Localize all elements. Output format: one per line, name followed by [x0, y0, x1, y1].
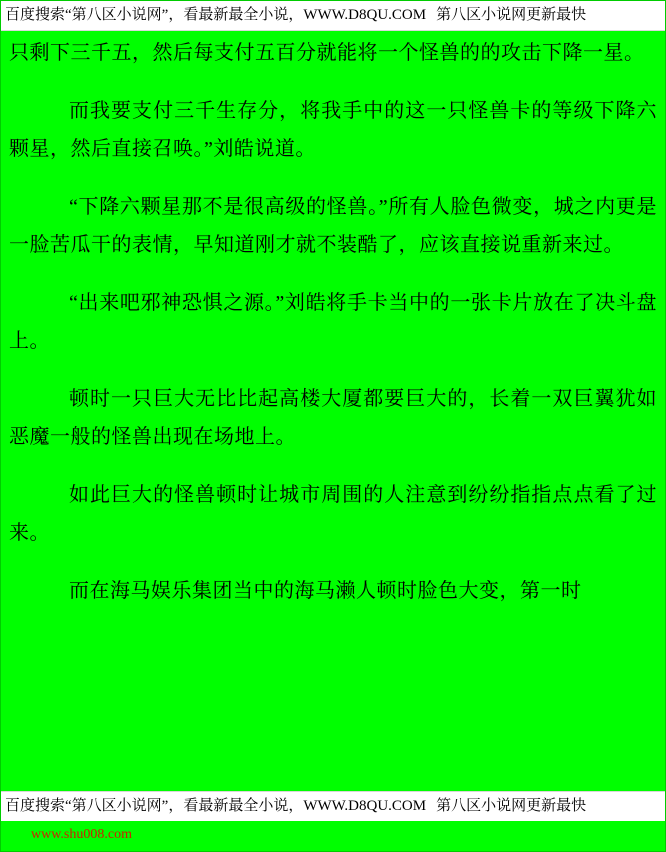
paragraph: “出来吧邪神恐惧之源。”刘皓将手卡当中的一张卡片放在了决斗盘上。	[9, 292, 657, 352]
paragraph: 而我要支付三千生存分，将我手中的这一只怪兽卡的等级下降六颗星，然后直接召唤。”刘皓说道。	[9, 100, 657, 160]
top-promo-tail: 第八区小说网更新最快	[436, 7, 587, 23]
bottom-promo-text: 百度搜索“第八区小说网”，看最新最全小说，WWW.D8QU.COM	[5, 798, 427, 814]
paragraph: 而在海马娱乐集团当中的海马濑人顿时脸色大变，第一时	[69, 580, 582, 602]
site-url-label: www.shu008.com	[31, 827, 132, 842]
paragraph: 只剩下三千五，然后每支付五百分就能将一个怪兽的的攻击下降一星。	[9, 42, 645, 64]
bottom-promo-tail: 第八区小说网更新最快	[436, 798, 587, 814]
paragraph: “下降六颗星那不是很高级的怪兽。”所有人脸色微变，城之内更是一脸苦瓜干的表情，早知道刚才就不装酷了，应该直接说重新来过。	[9, 196, 657, 256]
chapter-text	[1, 34, 665, 779]
top-promo-banner	[1, 1, 665, 31]
paragraph: 如此巨大的怪兽顿时让城市周围的人注意到纷纷指指点点看了过来。	[9, 484, 657, 544]
page-footer	[1, 791, 665, 851]
top-promo-text: 百度搜索“第八区小说网”，看最新最全小说，WWW.D8QU.COM	[5, 7, 427, 23]
bottom-promo-banner	[1, 791, 665, 821]
paragraph: 顿时一只巨大无比比起高楼大厦都要巨大的，长着一双巨翼犹如恶魔一般的怪兽出现在场地上。	[9, 388, 657, 448]
